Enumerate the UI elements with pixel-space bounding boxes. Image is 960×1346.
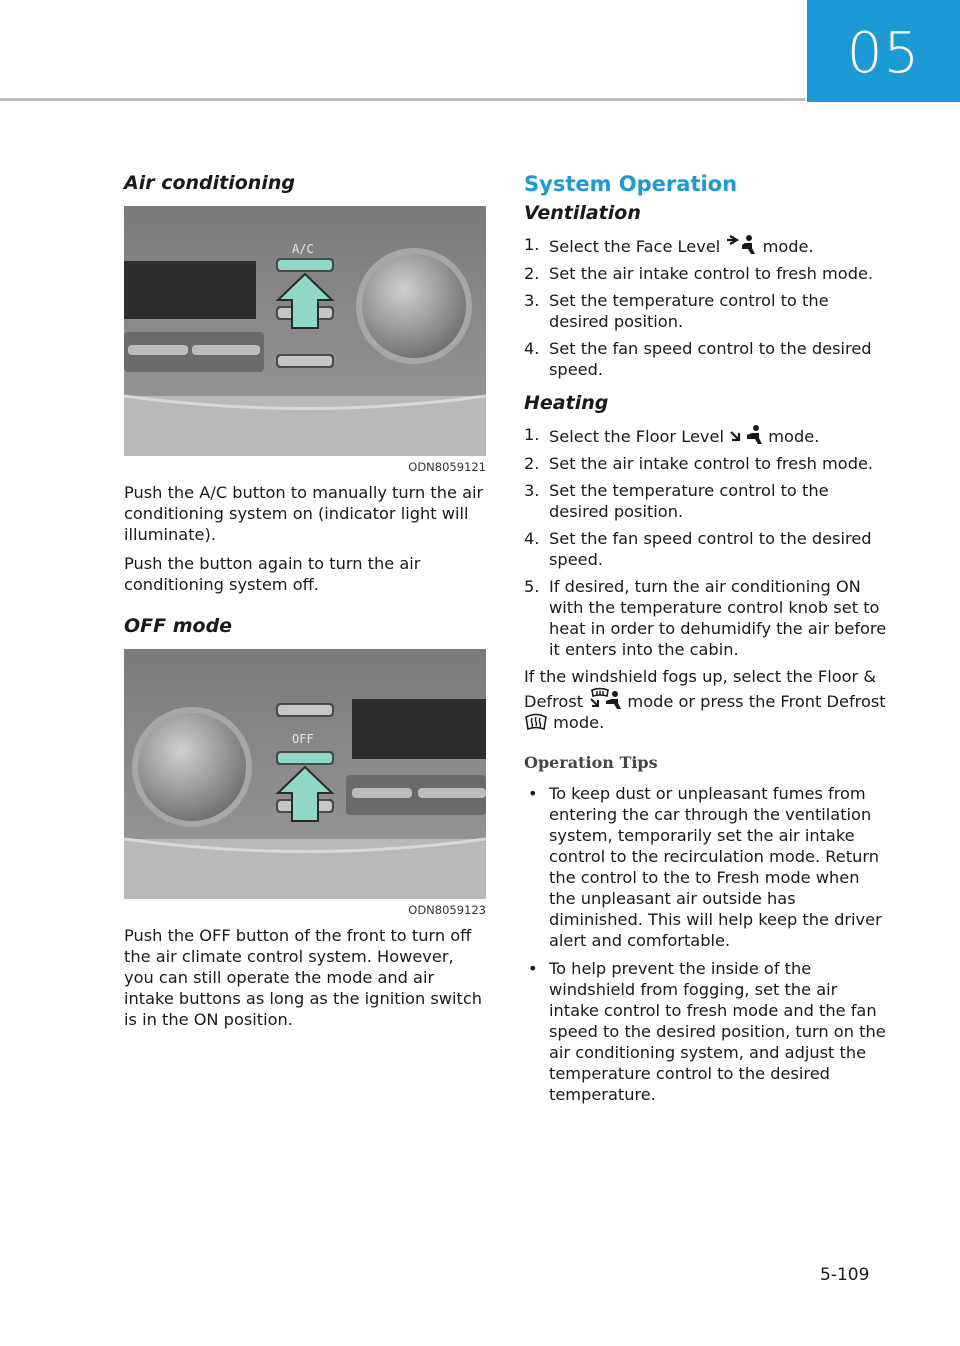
- list-item: 5. If desired, turn the air conditioning ON with the temperature control knob set to heat in order to dehumidify the air before it enters into the cabin.: [524, 577, 887, 659]
- heading-operation-tips: Operation Tips: [524, 753, 658, 772]
- heating-steps: [524, 424, 890, 660]
- list-item: 1. Select the Face Level mode.: [524, 235, 814, 256]
- header-rule: [0, 98, 805, 101]
- page-number: 5-109: [820, 1265, 870, 1285]
- fog-paragraph: If the windshield fogs up, select the Floor & Defrost mode or press the Front Defrost mode.: [524, 667, 886, 732]
- list-item: 4. Set the fan speed control to the desired speed.: [524, 339, 872, 379]
- figure-off-button: [124, 649, 486, 899]
- section-title: System Operation: [524, 172, 738, 196]
- operation-tips-list: [524, 783, 890, 1105]
- ac-panel-illustration: [124, 206, 486, 456]
- list-item: 3. Set the temperature control to the desired position.: [524, 481, 829, 521]
- list-item: 2. Set the air intake control to fresh mode.: [524, 454, 874, 473]
- face-level-icon: [725, 234, 757, 256]
- list-item: • To keep dust or unpleasant fumes from entering the car through the ventilation system, temporarily set the air intake control to the recirculation mode. Return the control to the to Fresh mode when the unpleasant air outside has diminished. This will help keep the driver alert and comfortable.: [528, 784, 882, 950]
- heading-air-conditioning: Air conditioning: [124, 172, 295, 194]
- list-item: 4. Set the fan speed control to the desired speed.: [524, 529, 872, 569]
- chapter-tab: 05: [807, 0, 960, 102]
- figure-code-off: ODN8059123: [408, 903, 486, 917]
- heading-off-mode: OFF mode: [124, 615, 233, 637]
- heading-ventilation: Ventilation: [524, 202, 641, 224]
- ventilation-steps: [524, 234, 890, 380]
- front-defrost-icon: [524, 712, 548, 732]
- figure-code-ac: ODN8059121: [408, 460, 486, 474]
- figure-ac-button: [124, 206, 486, 456]
- ac-paragraph-2: Push the button again to turn the air conditioning system off.: [124, 554, 421, 594]
- heading-heating: Heating: [524, 392, 609, 414]
- list-item: • To help prevent the inside of the windshield from fogging, set the air intake control to fresh mode and the fan speed to the desired position, turn on the air conditioning system, and adjust the temperature control to the desired temperature.: [528, 959, 886, 1104]
- list-item: 3. Set the temperature control to the desired position.: [524, 291, 829, 331]
- right-column: [524, 172, 890, 1112]
- off-button-label: OFF: [292, 732, 314, 746]
- floor-defrost-icon: [588, 687, 622, 711]
- ac-button-label: A/C: [292, 242, 314, 256]
- list-item: 1. Select the Floor Level mode.: [524, 425, 820, 446]
- off-paragraph-1: Push the OFF button of the front to turn off the air climate control system. However, you can still operate the mode and air intake buttons as long as the ignition switch is in the ON position.: [124, 926, 483, 1029]
- list-item: 2. Set the air intake control to fresh mode.: [524, 264, 874, 283]
- floor-level-icon: [729, 424, 763, 446]
- ac-paragraph-1: Push the A/C button to manually turn the air conditioning system on (indicator light will illuminate).: [124, 483, 484, 544]
- off-panel-illustration: [124, 649, 486, 899]
- left-column: [124, 172, 486, 1030]
